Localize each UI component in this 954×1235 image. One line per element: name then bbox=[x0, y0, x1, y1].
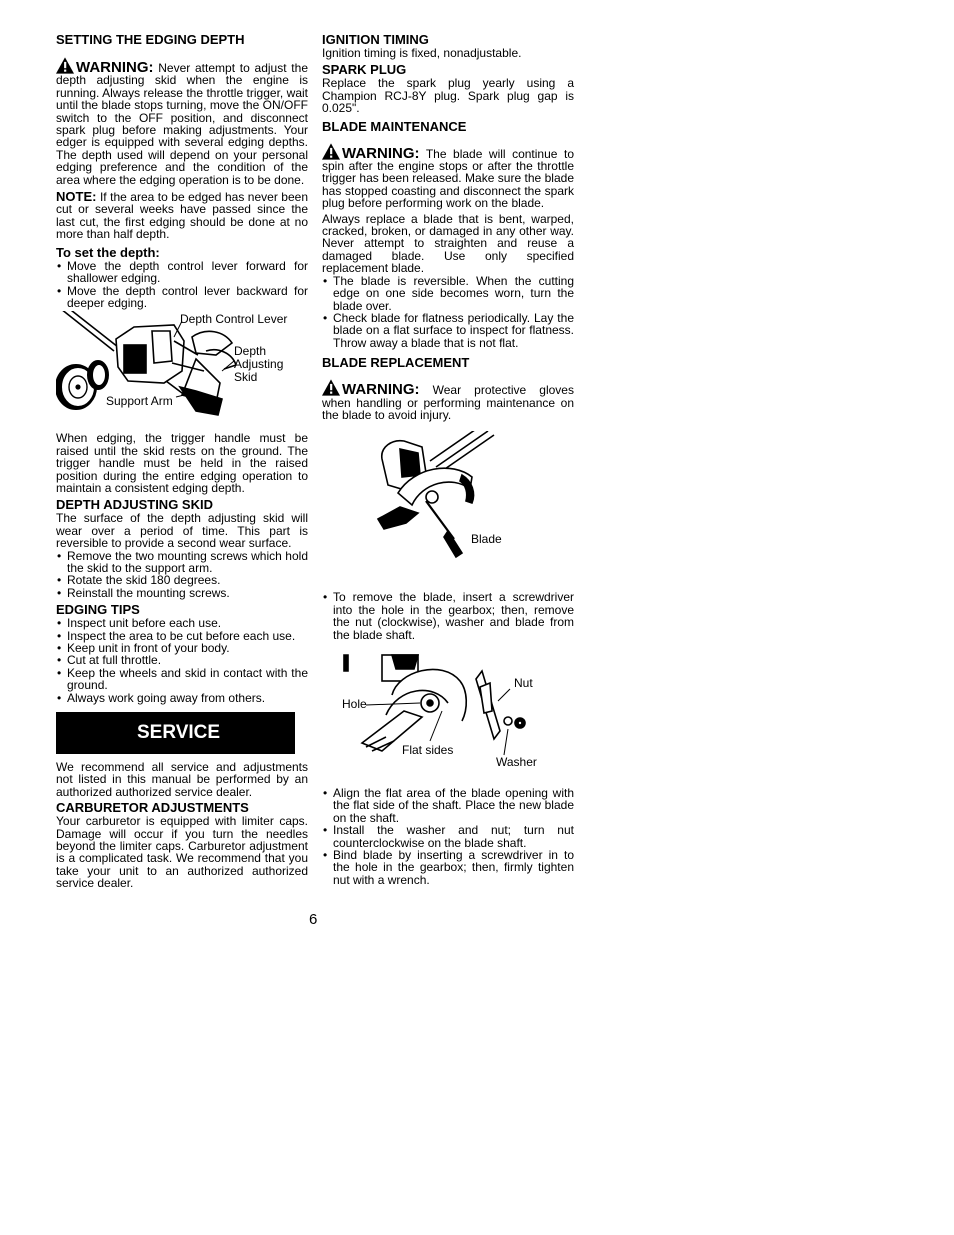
label-blade: Blade bbox=[471, 532, 502, 547]
left-column bbox=[56, 30, 308, 890]
blade-replacement-heading: BLADE REPLACEMENT bbox=[322, 355, 470, 371]
tips-heading: EDGING TIPS bbox=[56, 602, 140, 618]
tips-list bbox=[56, 617, 308, 704]
set-depth-heading: To set the depth: bbox=[56, 244, 160, 260]
label-flat-sides: Flat sides bbox=[402, 742, 454, 757]
note-word: NOTE: bbox=[56, 189, 97, 205]
list-item: • Install the washer and nut; turn nut counterclockwise on the blade shaft. bbox=[322, 824, 574, 849]
list-item: • Always work going away from others. bbox=[56, 692, 308, 704]
warning-word: WARNING: bbox=[342, 381, 420, 399]
blade-assembly-figure bbox=[322, 651, 574, 787]
label-nut: Nut bbox=[514, 675, 533, 690]
after-figure-text: When edging, the trigger handle must be raised until the skid rests on the ground. The trigger handle must be held in the raised position during the entire edging operation to maintain a consistent edging depth. bbox=[56, 431, 308, 495]
ignition-heading: IGNITION TIMING bbox=[322, 32, 429, 47]
warning-icon bbox=[322, 143, 340, 160]
warning-text: The blade will continue to spin after the engine stops or after the throttle trigger has been released. Make sure the blade has stopped coasting and disconnect the spark plug before performing work on the blade. bbox=[322, 146, 574, 211]
service-intro: We recommend all service and adjustments not listed in this manual be performed by an authorized authorized service dealer. bbox=[56, 760, 308, 799]
carb-text: Your carburetor is equipped with limiter caps. Damage will occur if you turn the needles beyond the limiter caps. Carburetor adjustment is a complicated task. We recommend that you take your unit to an authorized authorized service dealer. bbox=[56, 814, 308, 891]
list-item: • Move the depth control lever backward for deeper edging. bbox=[56, 285, 308, 310]
page-number: 6 bbox=[309, 911, 318, 928]
list-item: • Rotate the skid 180 degrees. bbox=[56, 574, 308, 586]
list-item: • The blade is reversible. When the cutting edge on one side becomes worn, turn the blade over. bbox=[322, 275, 574, 312]
list-item: • Inspect the area to be cut before each use. bbox=[56, 630, 308, 642]
list-item: • Remove the two mounting screws which hold the skid to the support arm. bbox=[56, 550, 308, 575]
edging-depth-heading: SETTING THE EDGING DEPTH bbox=[56, 32, 245, 47]
blade-maintenance-warning bbox=[322, 143, 574, 210]
blade-maintenance-heading: BLADE MAINTENANCE bbox=[322, 118, 467, 134]
edging-depth-warning bbox=[56, 57, 308, 186]
warning-text: Wear protective gloves when handling or performing maintenance on the blade to avoid injury. bbox=[322, 383, 574, 422]
list-item: • Keep unit in front of your body. bbox=[56, 642, 308, 654]
list-item: • To remove the blade, insert a screwdriver into the hole in the gearbox; then, remove the nut (clockwise), washer and blade from the blade shaft. bbox=[322, 591, 574, 641]
list-item: • Align the flat area of the blade opening with the flat side of the shaft. Place the new blade on the shaft. bbox=[322, 787, 574, 824]
blade-maintenance-list bbox=[322, 275, 574, 349]
blade-removal-figure bbox=[322, 431, 574, 581]
blade-install-list bbox=[322, 787, 574, 886]
warning-word: WARNING: bbox=[342, 144, 420, 162]
skid-text: The surface of the depth adjusting skid will wear over a period of time. This part is reversible to provide a second wear surface. bbox=[56, 511, 308, 551]
blade-maintenance-text: Always replace a blade that is bent, warped, cracked, broken, or damaged in any other way. Never attempt to straighten and reuse a damaged blade. Use only specified replacement blade. bbox=[322, 211, 574, 276]
edger-depth-figure bbox=[56, 311, 308, 427]
skid-heading: DEPTH ADJUSTING SKID bbox=[56, 497, 213, 513]
service-banner: SERVICE bbox=[56, 712, 295, 754]
spark-text: Replace the spark plug yearly using a Champion RCJ-8Y plug. Spark plug gap is 0.025". bbox=[322, 76, 574, 116]
label-washer: Washer bbox=[496, 754, 537, 769]
set-depth-list bbox=[56, 260, 308, 310]
list-item: • Keep the wheels and skid in contact with the ground. bbox=[56, 667, 308, 692]
label-depth-adjusting-skid: Depth Adjusting Skid bbox=[234, 344, 284, 385]
warning-text: Never attempt to adjust the depth adjusting skid when the engine is running. Always release the throttle trigger, wait until the blade stops turning, move the ON/OFF switch to the OFF position, and disconnect spark plug before making adjustments. Your edger is equipped with several edging depths. The depth used will depend on your personal edging preference and the condition of the area where the edging operation is to be done. bbox=[56, 61, 308, 187]
blade-removal-list bbox=[322, 591, 574, 641]
blade-replacement-warning bbox=[322, 379, 574, 421]
label-hole: Hole bbox=[342, 696, 367, 711]
label-support-arm: Support Arm bbox=[106, 394, 173, 409]
spark-heading: SPARK PLUG bbox=[322, 62, 407, 78]
list-item: • Move the depth control lever forward for shallower edging. bbox=[56, 260, 308, 285]
blade-removal-illustration bbox=[322, 431, 574, 581]
carb-heading: CARBURETOR ADJUSTMENTS bbox=[56, 800, 249, 816]
skid-list bbox=[56, 550, 308, 600]
list-item: • Reinstall the mounting screws. bbox=[56, 587, 308, 599]
ignition-text: Ignition timing is fixed, nonadjustable. bbox=[322, 46, 522, 60]
warning-word: WARNING: bbox=[76, 59, 154, 76]
warning-icon bbox=[322, 379, 340, 396]
list-item: • Bind blade by inserting a screwdriver in to the hole in the gearbox; then, firmly tighten nut with a wrench. bbox=[322, 849, 574, 886]
note-text: If the area to be edged has never been cut or several weeks have passed since the last cut, the first edging should be done at no more than half depth. bbox=[56, 190, 308, 242]
list-item: • Inspect unit before each use. bbox=[56, 617, 308, 629]
label-depth-control-lever: Depth Control Lever bbox=[180, 312, 288, 327]
list-item: • Check blade for flatness periodically. Lay the blade on a flat surface to inspect for flatness. Throw away a blade that is not flat. bbox=[322, 312, 574, 349]
list-item: • Cut at full throttle. bbox=[56, 654, 308, 666]
warning-icon bbox=[56, 57, 74, 74]
right-column bbox=[322, 30, 574, 886]
note-paragraph bbox=[56, 191, 308, 241]
